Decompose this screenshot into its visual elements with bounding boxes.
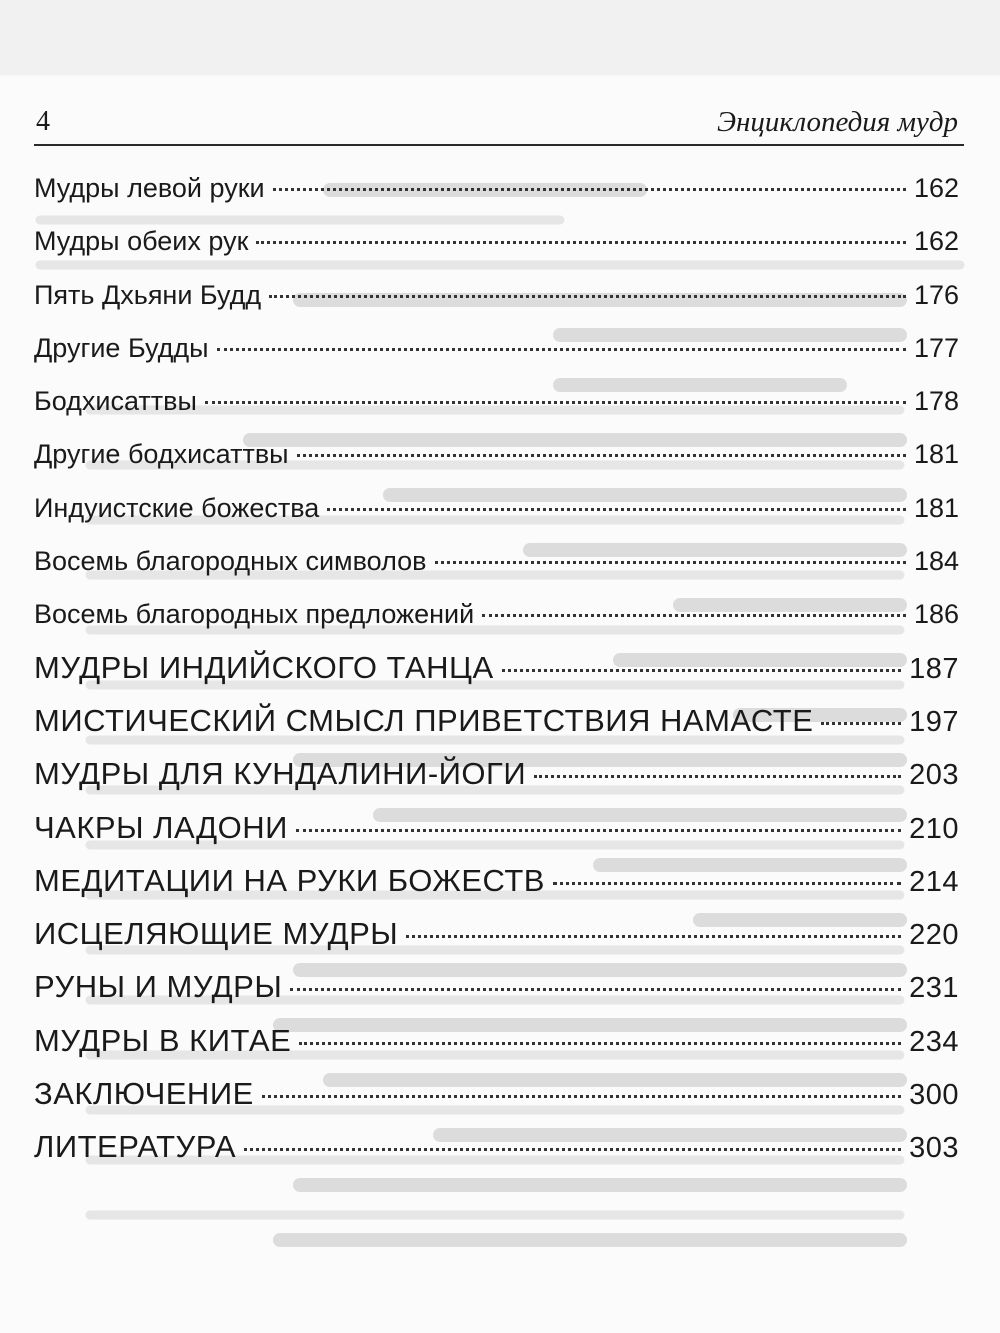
toc-entry — [34, 752, 959, 805]
toc-entry-page: 187 — [909, 652, 959, 685]
toc-entry-page: 162 — [913, 173, 959, 203]
dot-leader — [482, 614, 906, 617]
toc-entry-title: Мудры обеих рук — [34, 226, 249, 257]
toc-entry-title: МЕДИТАЦИИ НА РУКИ БОЖЕСТВ — [34, 862, 545, 898]
toc-entry-title: Бодхисаттвы — [34, 386, 197, 417]
toc-entry — [34, 219, 959, 272]
dot-leader — [297, 454, 906, 457]
dot-leader — [256, 241, 906, 244]
toc-entry — [34, 166, 959, 219]
toc-entry-page: 162 — [913, 226, 959, 257]
toc-entry — [34, 859, 959, 912]
toc-entry-page: 220 — [909, 919, 959, 952]
toc-entry-title: МУДРЫ ДЛЯ КУНДАЛИНИ-ЙОГИ — [34, 756, 527, 792]
page-header — [34, 104, 964, 146]
dot-leader — [296, 829, 901, 832]
toc-entry-title: МИСТИЧЕСКИЙ СМЫСЛ ПРИВЕТСТВИЯ НАМАСТЕ — [34, 702, 814, 738]
toc-entry — [34, 1072, 959, 1125]
toc-entry — [34, 592, 959, 645]
toc-entry — [34, 326, 959, 379]
toc-entry-title: Другие бодхисаттвы — [34, 439, 289, 470]
dot-leader — [821, 722, 901, 725]
toc-entry-title: ЗАКЛЮЧЕНИЕ — [34, 1076, 254, 1112]
dot-leader — [435, 561, 906, 564]
dot-leader — [273, 188, 906, 191]
toc-entry-title: Мудры левой руки — [34, 173, 265, 203]
toc-entry — [34, 1125, 959, 1178]
toc-entry — [34, 1019, 959, 1072]
toc-entry — [34, 486, 959, 539]
toc-entry — [34, 806, 959, 859]
toc-entry — [34, 273, 959, 326]
toc-entry — [34, 379, 959, 432]
toc-entry-page: 181 — [913, 492, 959, 523]
toc-entry — [34, 912, 959, 965]
dot-leader — [534, 775, 901, 778]
toc-entry-page: 176 — [913, 279, 959, 310]
toc-entry-page: 234 — [909, 1025, 959, 1058]
page-number: 4 — [36, 106, 50, 137]
toc-entry-page: 186 — [913, 599, 959, 630]
toc-entry — [34, 646, 959, 699]
toc-entry-title: ЧАКРЫ ЛАДОНИ — [34, 809, 288, 845]
table-of-contents — [34, 166, 959, 1179]
toc-entry-title: МУДРЫ В КИТАЕ — [34, 1022, 292, 1058]
toc-entry — [34, 432, 959, 485]
dot-leader — [299, 1042, 901, 1045]
toc-entry-title: Другие Будды — [34, 332, 209, 363]
toc-entry-page: 184 — [913, 546, 959, 577]
dot-leader — [327, 508, 906, 511]
dot-leader — [553, 882, 901, 885]
toc-entry-page: 231 — [909, 972, 959, 1005]
dot-leader — [502, 669, 901, 672]
dot-leader — [262, 1095, 901, 1098]
toc-entry-page: 214 — [909, 865, 959, 898]
dot-leader — [217, 348, 906, 351]
toc-entry-page: 181 — [913, 439, 959, 470]
toc-entry — [34, 699, 959, 752]
toc-entry-page: 300 — [909, 1079, 959, 1112]
toc-entry-title: Восемь благородных предложений — [34, 599, 475, 630]
toc-entry-title: РУНЫ И МУДРЫ — [34, 969, 283, 1005]
dot-leader — [244, 1148, 901, 1151]
running-title: Энциклопедия мудр — [716, 106, 958, 138]
toc-entry-title: ЛИТЕРАТУРА — [34, 1129, 237, 1165]
dot-leader — [290, 988, 901, 991]
toc-entry — [34, 539, 959, 592]
toc-entry-page: 178 — [913, 386, 959, 417]
dot-leader — [269, 295, 906, 298]
toc-entry-page: 177 — [913, 332, 959, 363]
dot-leader — [406, 935, 901, 938]
toc-entry-page: 210 — [909, 812, 959, 845]
toc-entry-title: Пять Дхьяни Будд — [34, 279, 262, 310]
scan-top-margin — [0, 0, 1000, 75]
toc-entry-page: 197 — [909, 705, 959, 738]
toc-entry — [34, 965, 959, 1018]
toc-entry-title: МУДРЫ ИНДИЙСКОГО ТАНЦА — [34, 649, 494, 685]
toc-entry-title: ИСЦЕЛЯЮЩИЕ МУДРЫ — [34, 916, 399, 952]
toc-entry-title: Восемь благородных символов — [34, 546, 427, 577]
toc-entry-page: 303 — [909, 1132, 959, 1165]
toc-entry-title: Индуистские божества — [34, 492, 320, 523]
toc-entry-page: 203 — [909, 759, 959, 792]
dot-leader — [205, 401, 906, 404]
